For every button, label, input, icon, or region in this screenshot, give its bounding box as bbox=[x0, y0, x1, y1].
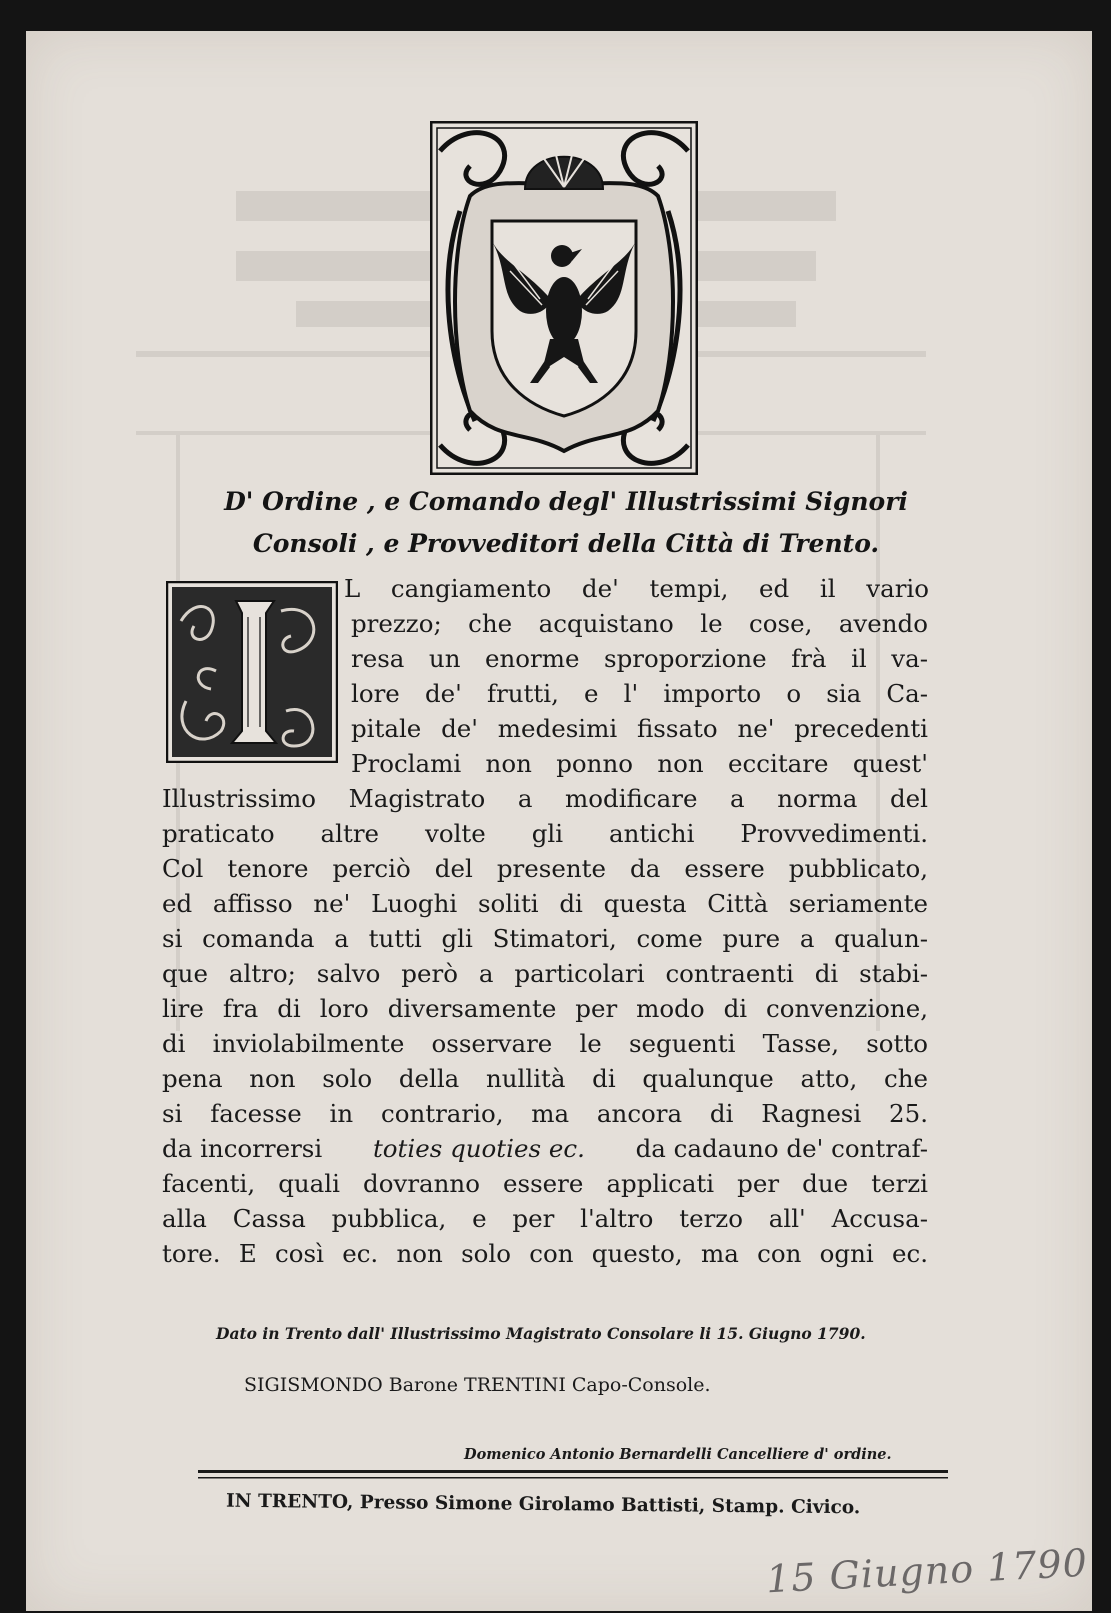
body-line-6: Proclami non ponno non eccitare quest' bbox=[351, 749, 928, 778]
body-line-13: lire fra di loro diversamente per modo di convenzione, bbox=[162, 994, 928, 1023]
body-line-9: Col tenore perciò del presente da essere pubblicato, bbox=[162, 854, 928, 883]
signer-line: SIGISMONDO Barone TRENTINI Capo-Console. bbox=[244, 1374, 711, 1396]
body-line-17-end: da cadauno de' contraf- bbox=[635, 1134, 928, 1163]
heading-line-1: D' Ordine , e Comando degl' Illustrissimi Signori bbox=[224, 487, 908, 516]
decree-heading bbox=[176, 481, 956, 565]
body-line-15: pena non solo della nullità di qualunque atto, che bbox=[162, 1064, 928, 1093]
body-line-2: prezzo; che acquistano le cose, avendo bbox=[351, 609, 928, 638]
body-line-14: di inviolabilmente osservare le seguenti Tasse, sotto bbox=[162, 1029, 928, 1058]
body-line-1: L cangiamento de' tempi, ed il vario bbox=[344, 574, 929, 603]
date-line: Dato in Trento dall' Illustrissimo Magistrato Consolare li 15. Giugno 1790. bbox=[216, 1324, 866, 1343]
body-line-8: praticato altre volte gli antichi Provvedimenti. bbox=[162, 819, 928, 848]
body-line-16: si facesse in contrario, ma ancora di Ragnesi 25. bbox=[162, 1099, 928, 1128]
handwritten-date-note: 15 Giugno 1790 bbox=[765, 1540, 1089, 1602]
chancellor-line: Domenico Antonio Bernardelli Cancelliere d' ordine. bbox=[464, 1446, 892, 1463]
ornamental-initial-icon bbox=[166, 581, 338, 763]
heading-line-2: Consoli , e Provveditori della Città di Trento. bbox=[252, 529, 880, 558]
divider-rule bbox=[198, 1468, 948, 1484]
body-line-20: tore. E così ec. non solo con questo, ma con ogni ec. bbox=[162, 1239, 928, 1268]
body-line-19: alla Cassa pubblica, e per l'altro terzo all' Accusa- bbox=[162, 1204, 928, 1233]
body-line-18: facenti, quali dovranno essere applicati per due terzi bbox=[162, 1169, 928, 1198]
body-line-12: que altro; salvo però a particolari contraenti di stabi- bbox=[162, 959, 928, 988]
body-line-17 bbox=[162, 1134, 928, 1163]
body-line-10: ed affisso ne' Luoghi soliti di questa Città seriamente bbox=[162, 889, 928, 918]
body-line-3: resa un enorme sproporzione frà il va- bbox=[351, 644, 928, 673]
body-line-11: si comanda a tutti gli Stimatori, come pure a qualun- bbox=[162, 924, 928, 953]
eagle-coat-of-arms-icon bbox=[430, 121, 698, 475]
body-line-5: pitale de' medesimi fissato ne' precedenti bbox=[351, 714, 928, 743]
document-page bbox=[26, 31, 1092, 1611]
body-line-7: Illustrissimo Magistrato a modificare a norma del bbox=[162, 784, 928, 813]
body-line-4: lore de' frutti, e l' importo o sia Ca- bbox=[351, 679, 928, 708]
body-line-17-start: da incorrersi bbox=[162, 1134, 323, 1163]
body-line-17-italic: toties quoties ec. bbox=[372, 1134, 585, 1163]
printer-imprint: IN TRENTO, Presso Simone Girolamo Battisti, Stamp. Civico. bbox=[225, 1490, 861, 1519]
